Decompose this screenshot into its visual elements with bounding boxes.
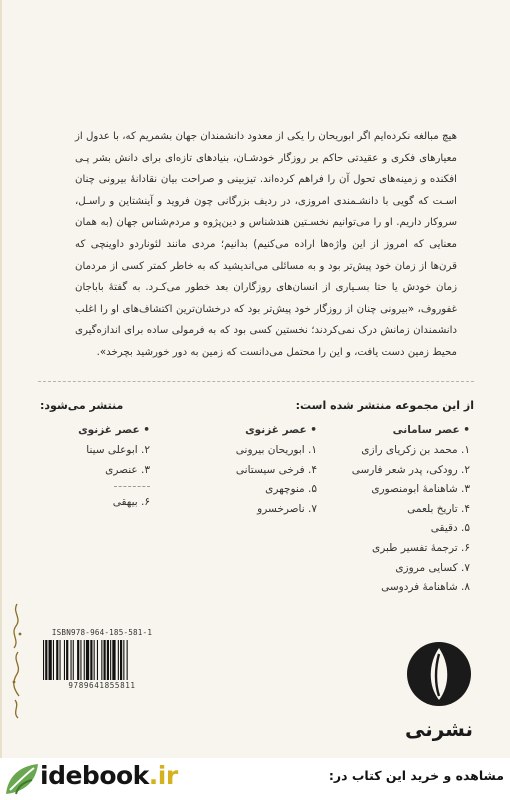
isbn-barcode bbox=[41, 628, 163, 690]
site-main-text: idebook bbox=[40, 761, 149, 790]
ghaznavid-published-list bbox=[236, 421, 317, 519]
list-item: ۴. فرخی سیستانی bbox=[235, 463, 317, 476]
list-item: ۱. ابوریحان بیرونی bbox=[235, 444, 317, 456]
list-separator bbox=[114, 486, 150, 487]
dashed-divider bbox=[38, 381, 474, 382]
upcoming-era-title: • عصر غزنوی bbox=[78, 424, 150, 436]
list-item: ۷. کسایی مروزی bbox=[395, 561, 470, 574]
store-banner[interactable] bbox=[0, 758, 510, 800]
sprout-icon bbox=[2, 760, 42, 798]
leaf-seed-logo-icon bbox=[406, 638, 472, 710]
list-item: ۶. ترجمهٔ تفسیر طبری bbox=[372, 541, 470, 554]
blurb-paragraph: هیچ مبالغه نکرده‌ایم اگر ابوریحان را یکی از معدود دانشمندان جهان بشمریم که، با عدول از معیارهای فکری و عقیدتی حاکم بر روزگار خودشـان، بنیادهای تازه‌ای برای دانش بشر پـی افکنده و زمینه‌های تحول آن را فراهم کرده‌اند. تیزبینی و صراحت بیان نقادانهٔ بیرونی چنان اسـت که گویی با دانشـمندی امروزی، در ردیف بزرگانی چون فروید و آینشتاین و راسـل، سروکار داریم. او را می‌توانیم نخسـتین هندشناس و دین‌پژوه و مردم‌شناس جهان (به همان معنایی که امروز از این واژه‌ها اراده می‌کنیم) بدانیم؛ مردی مانند لئوناردو داوینچی که قرن‌ها از زمان خود پیش‌تر بود و به مسائلی می‌اندیشید که به خاطر کمتر کسی از مردمان زمان خودش یا حتا بسـیاری از انسان‌های روزگاران بعد خطور می‌کـرد. به گفتهٔ باباجان غفوروف، «بیرونی چنان از روزگار خود پیش‌تر بود که درخشان‌ترین اکتشاف‌های او را اغلب دانشمندان زمانش درک نمی‌کردند؛ نخستین کسی بود که به فرمولی ساده برای اندازه‌گیری محیط زمین دست یافت، و این را محتمل می‌دانست که زمین به دور خورشید بچرخد». bbox=[75, 131, 457, 358]
list-item: ۸. شاهنامهٔ فردوسی bbox=[381, 581, 470, 594]
list-item: ۷. ناصرخسرو bbox=[257, 502, 317, 515]
list-item: ۱. محمد بن زکریای رازی bbox=[361, 444, 470, 456]
list-item: ۲. ابوعلی سینا bbox=[86, 444, 150, 456]
list-item: ۲. رودکی، پدر شعر فارسی bbox=[351, 463, 470, 476]
list-item: ۴. تاریخ بلعمی bbox=[407, 502, 470, 515]
list-item: ۳. شاهنامهٔ ابومنصوری bbox=[371, 483, 470, 496]
upcoming-series-header: منتشر می‌شود: bbox=[40, 399, 124, 412]
samanid-era-list bbox=[352, 421, 470, 598]
ghaznavid-era-title: • عصر غزنوی bbox=[245, 424, 317, 436]
blurb-text bbox=[75, 126, 457, 364]
barcode-bars bbox=[41, 640, 163, 680]
barcode-number: 9789641855811 bbox=[68, 681, 136, 690]
site-suffix-text: .ir bbox=[148, 761, 178, 790]
list-item: ۵. دقیقی bbox=[430, 522, 470, 535]
list-item: ۳. عنصری bbox=[105, 463, 150, 476]
ghaznavid-upcoming-list bbox=[40, 421, 150, 513]
publisher-name: نشرنی bbox=[404, 717, 474, 741]
spine-edge bbox=[0, 0, 2, 800]
handwritten-signature bbox=[8, 600, 26, 720]
samanid-era-title: • عصر سامانی bbox=[392, 424, 470, 436]
list-item: ۵. منوچهری bbox=[265, 483, 317, 496]
isbn-label: ISBN978-964-185-581-1 bbox=[51, 628, 153, 637]
store-site-name[interactable] bbox=[40, 761, 178, 790]
store-tagline: مشاهده و خرید این کتاب در: bbox=[328, 768, 504, 783]
published-series-header: از این مجموعه منتشر شده است: bbox=[295, 399, 474, 412]
list-item: ۶. بیهقی bbox=[112, 496, 150, 509]
